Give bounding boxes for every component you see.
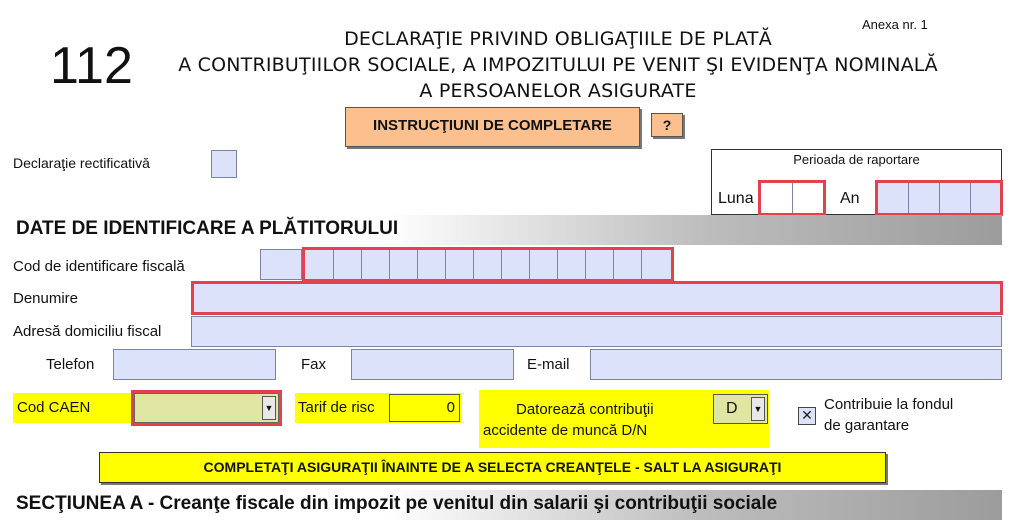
section-a-header — [6, 490, 1002, 520]
cif-required-outline — [302, 247, 674, 282]
cif-label: Cod de identificare fiscală — [13, 258, 185, 275]
go-to-insured-button[interactable] — [99, 452, 886, 483]
title-line-1: DECLARAŢIE PRIVIND OBLIGAŢIILE DE PLATĂ — [344, 28, 772, 50]
fax-field[interactable] — [351, 349, 514, 380]
accident-label-line2: accidente de muncă D/N — [483, 422, 648, 439]
email-label: E-mail — [527, 356, 570, 373]
year-label: An — [840, 190, 860, 207]
accident-label-line1: Datorează contribuţii — [516, 401, 654, 418]
form-number: 112 — [50, 37, 133, 95]
instructions-button[interactable] — [345, 107, 640, 147]
help-icon: ? — [662, 117, 672, 133]
reporting-period-title: Perioada de raportare — [793, 152, 920, 167]
email-field[interactable] — [590, 349, 1002, 380]
caen-dropdown-arrow-icon[interactable]: ▼ — [262, 396, 276, 420]
year-required-outline — [875, 180, 1003, 216]
instructions-button-label: INSTRUCŢIUNI DE COMPLETARE — [373, 117, 612, 134]
title-line-2: A CONTRIBUŢIILOR SOCIALE, A IMPOZITULUI PE VENIT ŞI EVIDENŢA NOMINALĂ — [178, 54, 938, 76]
guarantee-checkbox[interactable]: ✕ — [798, 407, 816, 425]
section-a-heading: SECŢIUNEA A - Creanţe fiscale din impozit pe venitul din salarii şi contribuţii sociale — [16, 493, 778, 514]
accident-dropdown-arrow-icon[interactable]: ▼ — [751, 397, 765, 421]
risk-label: Tarif de risc — [298, 399, 375, 416]
month-required-outline — [758, 180, 826, 216]
accident-select[interactable] — [713, 394, 768, 424]
phone-label: Telefon — [46, 356, 95, 373]
address-field[interactable] — [191, 316, 1002, 347]
caen-label: Cod CAEN — [17, 399, 91, 416]
cif-prefix-field[interactable] — [260, 249, 302, 280]
name-required-outline — [191, 281, 1003, 315]
identification-heading: DATE DE IDENTIFICARE A PLĂTITORULUI — [16, 218, 399, 239]
guarantee-label-line1: Contribuie la fondul — [824, 396, 954, 413]
accident-select-value: D — [726, 400, 738, 417]
guarantee-label-line2: de garantare — [824, 417, 910, 434]
title-line-3: A PERSOANELOR ASIGURATE — [419, 80, 697, 102]
risk-value: 0 — [446, 399, 455, 416]
go-to-insured-button-label: COMPLETAŢI ASIGURAŢII ÎNAINTE DE A SELECTA CREANŢELE - SALT LA ASIGURAŢI — [203, 459, 782, 475]
rectificativa-label: Declaraţie rectificativă — [13, 155, 150, 171]
fax-label: Fax — [301, 356, 327, 373]
identification-section-header — [6, 215, 1002, 245]
month-label: Luna — [718, 190, 754, 207]
caen-required-outline — [131, 390, 282, 426]
phone-field[interactable] — [113, 349, 276, 380]
rectificativa-checkbox[interactable] — [211, 150, 237, 178]
risk-field[interactable] — [389, 394, 460, 422]
help-button[interactable] — [651, 113, 683, 137]
address-label: Adresă domiciliu fiscal — [13, 323, 162, 340]
annex-label: Anexa nr. 1 — [862, 17, 928, 32]
name-label: Denumire — [13, 290, 79, 307]
